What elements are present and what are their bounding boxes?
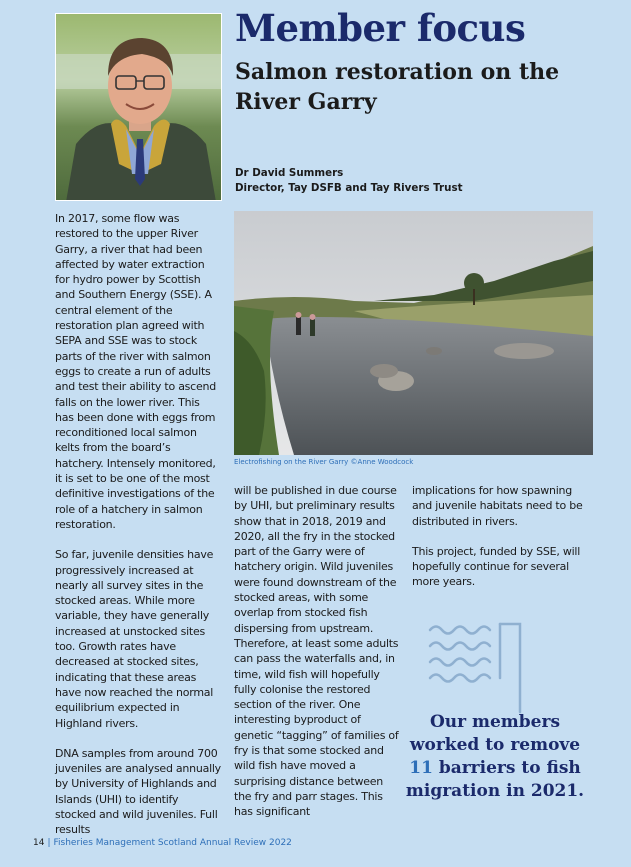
portrait-image — [56, 14, 222, 201]
pull-quote-text: Our members worked to remove — [409, 712, 581, 755]
byline — [235, 166, 595, 195]
photo-caption: Electrofishing on the River Garry ©Anne Woodcock — [234, 458, 414, 466]
page-title: Member focus — [235, 6, 526, 50]
article-column-3 — [412, 483, 592, 605]
pull-quote-number: 11 — [409, 758, 433, 778]
paragraph: implications for how spawning and juvenile habitats need to be distributed in rivers. — [412, 484, 583, 528]
river-photo — [234, 211, 593, 455]
publication-title: Fisheries Management Scotland Annual Review 2022 — [53, 838, 292, 848]
paragraph: will be published in due course by UHI, but preliminary results show that in 2018, 2019 and 2020, all the fry in the stocked part of the Garry were of hatchery origin. Wild juveniles were found downstream of the stocked areas, with some overlap from stocked fish dispersing from upstream. Therefore, at least some adults can pass the waterfalls and, in time, wild fish will hopefully fully colonise the restored section of the river. One interesting byproduct of genetic “tagging” of families of fry is that some stocked and wild fish have moved a surprising distance between the fry and parr stages. This has significant — [234, 484, 399, 819]
pull-quote — [405, 711, 585, 803]
paragraph: In 2017, some flow was restored to the upper River Garry, a river that had been affected by water extraction for hydro power by Scottish and Southern Energy (SSE). A central element of the restoration plan agreed with SEPA and SSE was to stock parts of the river with salmon eggs to create a run of adults and test their ability to ascend falls on the lower river. This has been done with eggs from reconditioned local salmon kelts from the board’s hatchery. Intensely monitored, it is set to be one of the most definitive investigations of the role of a hatchery in salmon restoration. — [55, 212, 216, 531]
footer-separator: | — [47, 838, 51, 848]
page-footer — [33, 838, 292, 848]
paragraph: DNA samples from around 700 juveniles are analysed annually by University of Highlands and Islands (UHI) to identify stocked and wild juveniles. Full results — [55, 746, 221, 837]
paragraph: So far, juvenile densities have progressively increased at nearly all survey sites in the stocked areas. While more variable, they have generally increased at unstocked sites too. Growth rates have decreased at stocked sites, indicating that these areas have now reached the normal equilibrium expected in Highland rivers. — [55, 548, 214, 730]
page-number: 14 — [33, 838, 45, 848]
author-name: Dr David Summers — [235, 167, 344, 179]
pull-quote-text: barriers to fish migration in 2021. — [405, 758, 585, 801]
river-image — [234, 211, 593, 455]
author-portrait — [55, 13, 222, 201]
water-waves-icon — [428, 620, 528, 715]
article-column-2 — [234, 483, 400, 835]
article-subtitle: Salmon restoration on the River Garry — [235, 59, 560, 115]
article-column-1 — [55, 211, 221, 853]
paragraph: This project, funded by SSE, will hopefully continue for several more years. — [412, 544, 581, 589]
author-role: Director, Tay DSFB and Tay Rivers Trust — [235, 181, 463, 194]
